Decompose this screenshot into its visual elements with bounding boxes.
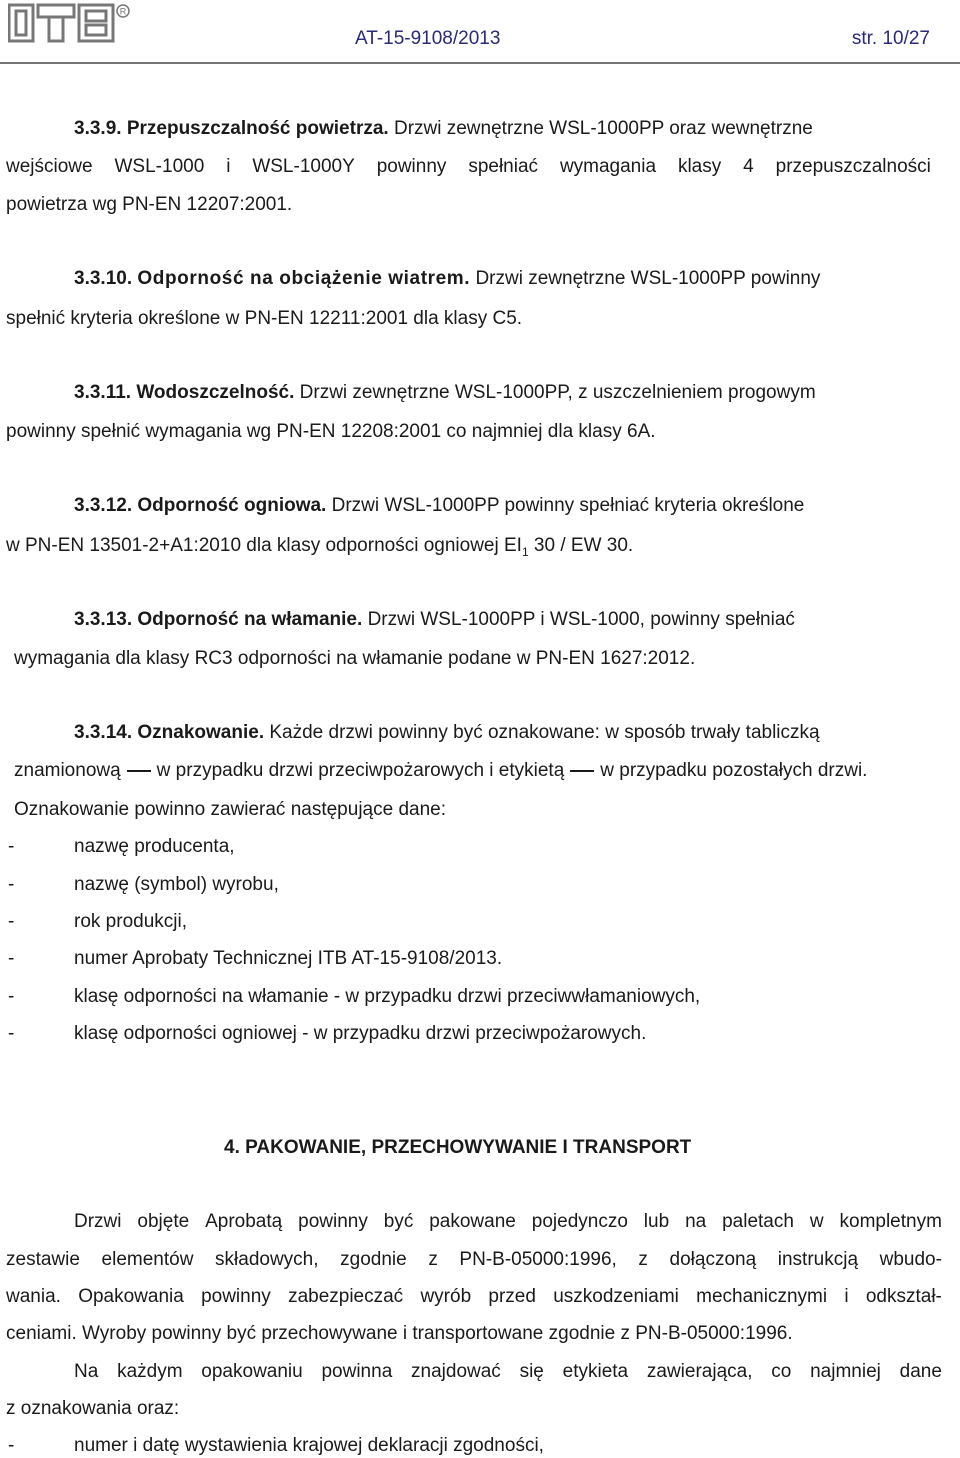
word: uszkodzeniami <box>553 1286 679 1307</box>
section-4-p1-line-4: ceniami. Wyroby powinny być przechowywane i transportowane zgodnie z PN-B-05000:1996. <box>6 1323 793 1344</box>
word: PN-B-05000:1996, <box>459 1249 617 1270</box>
word: elementów <box>101 1249 194 1270</box>
word: znajdować <box>411 1361 501 1382</box>
subscript: 1 <box>521 544 529 559</box>
word: opakowaniu <box>201 1361 303 1382</box>
word: paletach <box>722 1211 794 1232</box>
word: w <box>809 1211 824 1232</box>
section-3-3-10-line-2: spełnić kryteria określone w PN-EN 12211:2001 dla klasy C5. <box>6 308 523 329</box>
section-3-3-11-line-2: powinny spełnić wymagania wg PN-EN 12208:2001 co najmniej dla klasy 6A. <box>6 421 656 442</box>
section-title: Odporność na obciążenie wiatrem. <box>137 268 471 289</box>
section-3-3-14-line-1 <box>74 721 820 745</box>
word: się <box>519 1361 544 1382</box>
section-title: Oznakowanie. <box>137 722 265 743</box>
word: wymagania <box>559 156 657 177</box>
word: Na <box>74 1361 99 1382</box>
section-text: w przypadku pozostałych drzwi. <box>600 760 868 781</box>
word: mechanicznymi <box>696 1286 828 1307</box>
dash-separator <box>570 770 594 772</box>
section-3-3-14-line-2 <box>14 759 867 783</box>
section-4-p2-line-1 <box>74 1360 942 1384</box>
section-3-3-12-line-1 <box>74 494 804 518</box>
word: zabezpieczać <box>288 1286 404 1307</box>
list-dash: - <box>8 911 15 932</box>
section-title: Przepuszczalność powietrza. <box>126 118 389 139</box>
section-3-3-13-line-2: wymagania dla klasy RC3 odporności na włamanie podane w PN-EN 1627:2012. <box>14 648 696 669</box>
section-text: Drzwi zewnętrzne WSL-1000PP oraz wewnętrzne <box>393 118 813 139</box>
section-number: 3.3.9. <box>74 118 122 139</box>
word: 4 <box>743 156 754 177</box>
section-3-3-10-line-1 <box>74 267 820 291</box>
word: Drzwi <box>74 1211 122 1232</box>
list-dash: - <box>8 986 15 1007</box>
word: zawierająca, <box>646 1361 753 1382</box>
word: pakowane <box>429 1211 516 1232</box>
section-title: Odporność ogniowa. <box>137 495 327 516</box>
word: i <box>844 1286 849 1307</box>
word: etykieta <box>562 1361 629 1382</box>
list-item-text: nazwę producenta, <box>74 836 235 857</box>
section-number: 3.3.10. <box>74 268 133 289</box>
word: wyrób <box>420 1286 472 1307</box>
section-3-3-13-line-1 <box>74 608 795 632</box>
word: wania. <box>6 1286 61 1307</box>
section-text: w PN-EN 13501-2+A1:2010 dla klasy odporności ogniowej EI <box>6 535 522 556</box>
itb-logo <box>8 2 130 44</box>
list-dash: - <box>8 948 15 969</box>
word: powinny <box>376 156 447 177</box>
section-4-p1-line-3 <box>6 1285 942 1309</box>
word: powinna <box>321 1361 393 1382</box>
section-text: w przypadku drzwi przeciwpożarowych i etykietą <box>156 760 565 781</box>
section-text: Drzwi WSL-1000PP powinny spełniać kryteria określone <box>331 495 805 516</box>
svg-text:R: R <box>119 6 127 17</box>
document-id: AT-15-9108/2013 <box>355 28 501 49</box>
section-3-3-11-line-1 <box>74 381 816 405</box>
section-text: Drzwi zewnętrzne WSL-1000PP, z uszczelnieniem progowym <box>299 382 816 403</box>
word: odkształ- <box>865 1286 942 1307</box>
word: na <box>685 1211 707 1232</box>
list-dash: - <box>8 1023 15 1044</box>
header-divider <box>0 62 960 64</box>
word: wejściowe <box>6 156 93 177</box>
word: powinny <box>298 1211 368 1232</box>
section-title: Odporność na włamanie. <box>137 609 363 630</box>
list-item-text: numer i datę wystawienia krajowej deklaracji zgodności, <box>74 1435 544 1456</box>
section-text: 30 / EW 30. <box>528 535 634 556</box>
section-number: 3.3.14. <box>74 722 133 743</box>
word: i <box>226 156 231 177</box>
word: z <box>638 1249 648 1270</box>
word: instrukcją <box>777 1249 859 1270</box>
section-title: Wodoszczelność. <box>136 382 295 403</box>
section-4-p2-line-2: z oznakowania oraz: <box>6 1398 180 1419</box>
word: co <box>771 1361 792 1382</box>
word: przepuszczalności <box>775 156 931 177</box>
word: klasy <box>677 156 722 177</box>
section-text: znamionową <box>14 760 121 781</box>
word: pojedynczo <box>531 1211 628 1232</box>
list-dash: - <box>8 1435 15 1456</box>
word: składowych, <box>215 1249 319 1270</box>
word: objęte <box>137 1211 190 1232</box>
list-dash: - <box>8 836 15 857</box>
list-item-text: klasę odporności ogniowej - w przypadku drzwi przeciwpożarowych. <box>74 1023 647 1044</box>
section-text: Drzwi WSL-1000PP i WSL-1000, powinny spełniać <box>367 609 795 630</box>
section-number: 3.3.12. <box>74 495 133 516</box>
word: zgodnie <box>340 1249 407 1270</box>
list-item-text: numer Aprobaty Technicznej ITB AT-15-9108/2013. <box>74 948 503 969</box>
word: każdym <box>117 1361 183 1382</box>
dash-separator <box>127 770 151 772</box>
section-4-p1-line-2 <box>6 1248 942 1272</box>
word: kompletnym <box>839 1211 942 1232</box>
word: powinny <box>201 1286 271 1307</box>
section-text: Drzwi zewnętrzne WSL-1000PP powinny <box>475 268 821 289</box>
list-dash: - <box>8 874 15 895</box>
word: być <box>383 1211 414 1232</box>
word: zestawie <box>6 1249 80 1270</box>
word: dołączoną <box>669 1249 757 1270</box>
word: spełniać <box>468 156 539 177</box>
section-3-3-12-line-2 <box>6 534 633 564</box>
word: lub <box>643 1211 670 1232</box>
page-number: str. 10/27 <box>851 28 930 49</box>
word: Aprobatą <box>205 1211 283 1232</box>
section-3-3-9-line-3: powietrza wg PN-EN 12207:2001. <box>6 194 293 215</box>
word: Opakowania <box>78 1286 184 1307</box>
list-item-text: klasę odporności na włamanie - w przypadku drzwi przeciwwłamaniowych, <box>74 986 701 1007</box>
section-text: Każde drzwi powinny być oznakowane: w sposób trwały tabliczką <box>269 722 820 743</box>
word: wbudo- <box>879 1249 942 1270</box>
section-3-3-9-line-2 <box>6 155 931 179</box>
section-3-3-14-line-3: Oznakowanie powinno zawierać następujące dane: <box>14 799 446 820</box>
section-4-p1-line-1 <box>74 1210 942 1234</box>
word: dane <box>899 1361 942 1382</box>
section-4-heading: 4. PAKOWANIE, PRZECHOWYWANIE I TRANSPORT <box>224 1137 692 1158</box>
word: przed <box>488 1286 536 1307</box>
word: WSL-1000Y <box>252 156 355 177</box>
word: najmniej <box>810 1361 881 1382</box>
list-item-text: rok produkcji, <box>74 911 187 932</box>
section-number: 3.3.11. <box>74 382 132 403</box>
section-number: 3.3.13. <box>74 609 133 630</box>
word: WSL-1000 <box>114 156 205 177</box>
list-item-text: nazwę (symbol) wyrobu, <box>74 874 279 895</box>
word: z <box>428 1249 438 1270</box>
section-3-3-9-line-1 <box>74 117 930 141</box>
